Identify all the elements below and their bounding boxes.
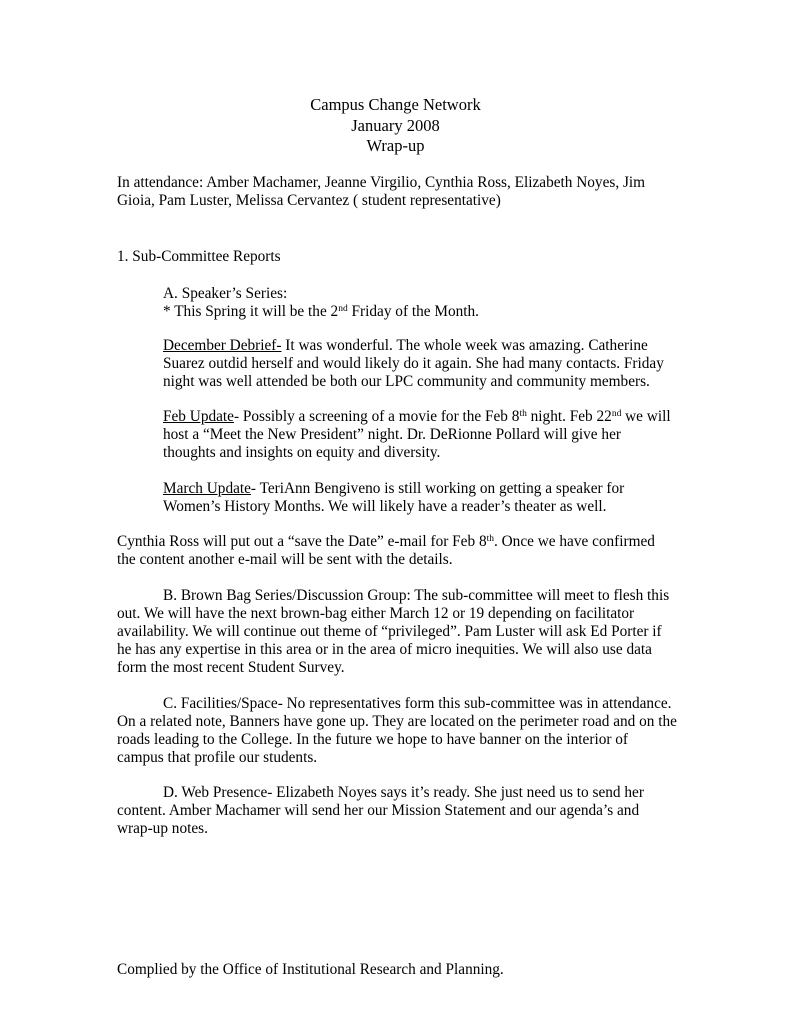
web-presence-paragraph: D. Web Presence- Elizabeth Noyes says it’s ready. She just need us to send her content. Amber Machamer will send her our Mission Statement and our agenda’s and wrap-up notes. <box>117 784 644 837</box>
speakers-series-note: * This Spring it will be the 2nd Friday of the Month. <box>163 303 480 320</box>
attendance-paragraph: In attendance: Amber Machamer, Jeanne Virgilio, Cynthia Ross, Elizabeth Noyes, Jim Gioia, Pam Luster, Melissa Cervantez ( student representative) <box>117 174 646 209</box>
march-update-label: March Update <box>163 480 251 497</box>
document-title <box>0 95 791 157</box>
december-debrief-label: December Debrief- <box>163 337 282 354</box>
title-date: January 2008 <box>351 115 440 135</box>
title-organization: Campus Change Network <box>310 95 481 114</box>
facilities-paragraph: C. Facilities/Space- No representatives form this sub-committee was in attendance. On a related note, Banners have gone up. They are located on the perimeter road and on the roads leading to the College. In the future we hope to have banner on the interior of campus that profile our students. <box>117 695 677 766</box>
title-subtitle: Wrap-up <box>366 136 425 155</box>
section-heading-subcommittee-reports: 1. Sub-Committee Reports <box>117 248 281 265</box>
feb-update-paragraph: Feb Update- Possibly a screening of a movie for the Feb 8th night. Feb 22nd we will host a “Meet the New President” night. Dr. DeRionne Pollard will give her thoughts and insights on equity and diversity. <box>163 408 671 461</box>
feb-update-label: Feb Update <box>163 408 234 425</box>
save-the-date-paragraph: Cynthia Ross will put out a “save the Date” e-mail for Feb 8th. Once we have confirmed the content another e-mail will be sent with the details. <box>117 533 655 568</box>
december-debrief-paragraph: December Debrief- It was wonderful. The whole week was amazing. Catherine Suarez outdid herself and would likely do it again. She had many contacts. Friday night was well attended be both our LPC community and community members. <box>163 337 664 390</box>
march-update-paragraph: March Update- TeriAnn Bengiveno is still working on getting a speaker for Women’s History Months. We will likely have a reader’s theater as well. <box>163 480 625 515</box>
speakers-series-heading: A. Speaker’s Series: <box>163 285 288 302</box>
footer-credit: Complied by the Office of Institutional Research and Planning. <box>117 961 504 978</box>
brown-bag-paragraph: B. Brown Bag Series/Discussion Group: The sub-committee will meet to flesh this out. We will have the next brown-bag either March 12 or 19 depending on facilitator availability. We will continue out theme of “privileged”. Pam Luster will ask Ed Porter if he has any expertise in this area or in the area of micro inequities. We will also use data form the most recent Student Survey. <box>117 587 670 676</box>
